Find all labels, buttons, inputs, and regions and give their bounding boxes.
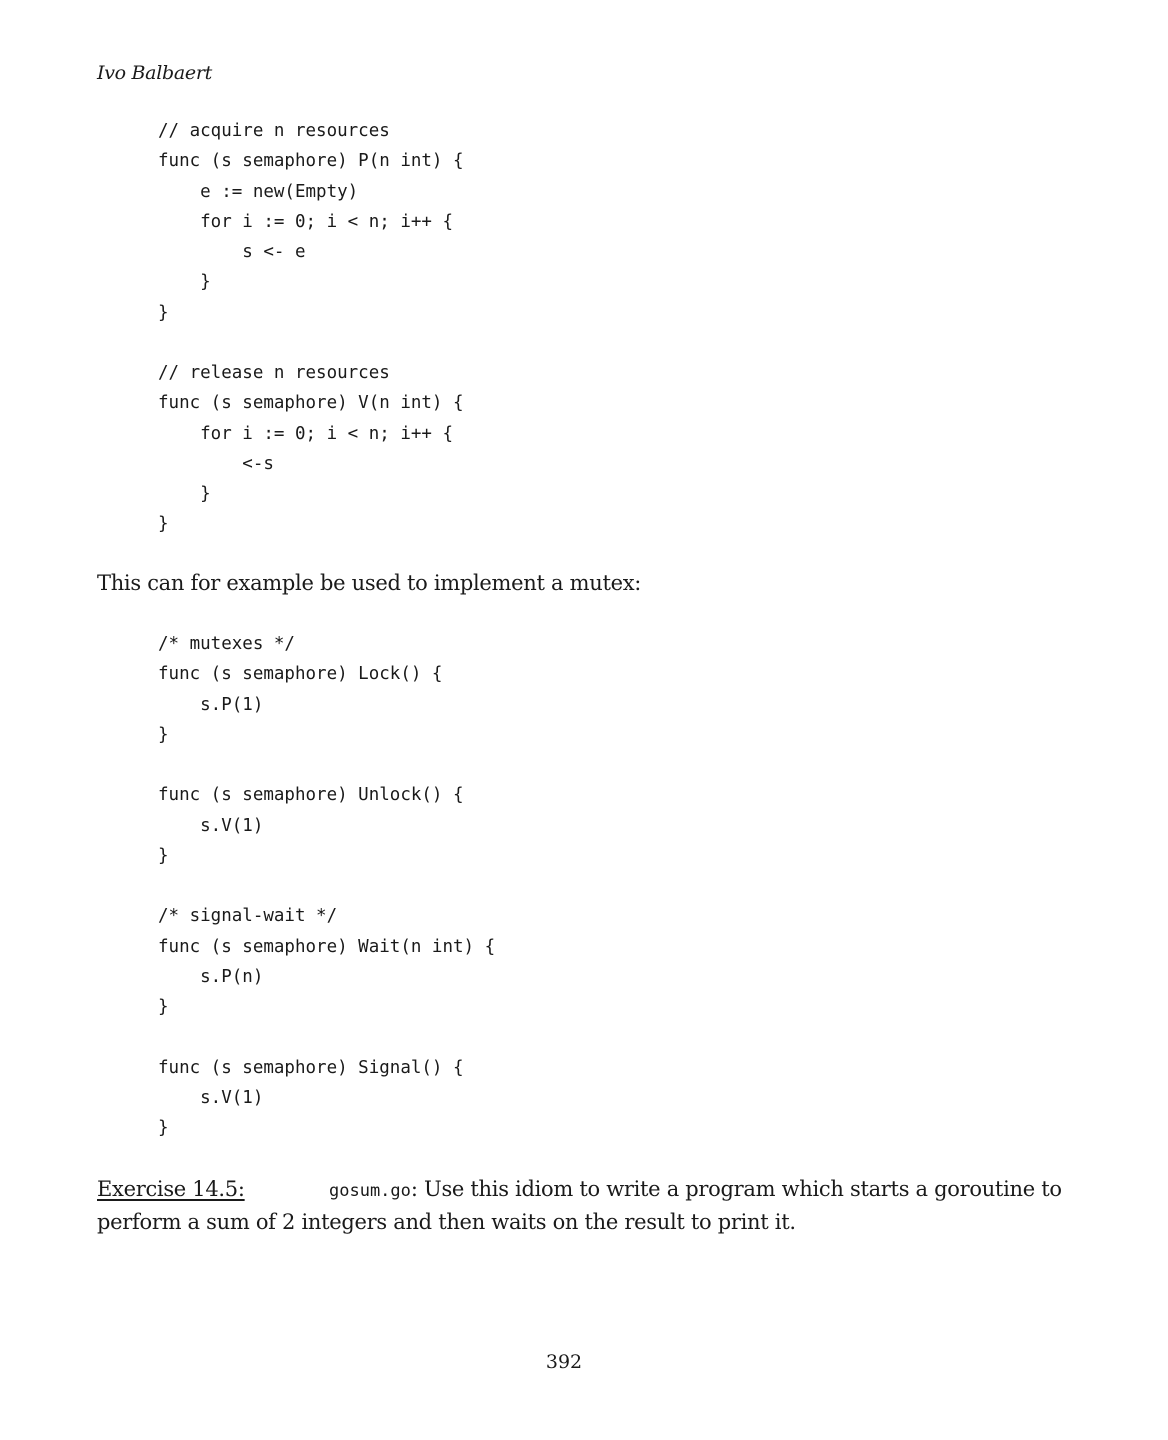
code-line: func (s semaphore) V(n int) { [158,393,464,414]
intro-paragraph: This can for example be used to implement a mutex: [97,571,642,595]
code-line: s.V(1) [158,815,264,836]
code-line: func (s semaphore) Unlock() { [158,785,464,806]
page-number: 392 [545,1351,583,1373]
code-line: /* signal-wait */ [158,906,338,927]
code-line: <-s [158,453,274,474]
code-block-mutex-signal-wait [158,629,495,1143]
code-line: s.V(1) [158,1087,264,1108]
code-line: } [158,1118,169,1138]
code-line: func (s semaphore) Wait(n int) { [158,936,496,957]
exercise-paragraph [97,1174,1072,1238]
code-line: } [158,484,211,504]
code-line: /* mutexes */ [158,634,295,654]
code-line: } [158,302,169,323]
code-line: } [158,997,169,1017]
running-header-author: Ivo Balbaert [97,62,212,84]
code-line: } [158,845,169,866]
exercise-text: : Use this idiom to write a program which starts a goroutine to perform a sum of 2 integers and then waits on the result to print it. [97,1177,1062,1234]
code-line: } [158,514,169,535]
code-block-semaphore-acquire-release [158,116,464,540]
code-line: s.P(n) [158,966,264,987]
code-line: } [158,272,211,293]
code-line: // acquire n resources [158,121,390,141]
code-line: s <- e [158,242,306,262]
exercise-label: Exercise 14.5: [97,1177,245,1201]
exercise-filename: gosum.go [329,1181,411,1201]
code-line: func (s semaphore) P(n int) { [158,151,464,172]
code-line: s.P(1) [158,694,264,715]
code-line: e := new(Empty) [158,181,359,202]
code-line: } [158,724,169,745]
code-line: for i := 0; i < n; i++ { [158,423,454,444]
code-line: for i := 0; i < n; i++ { [158,211,454,232]
code-line: // release n resources [158,363,390,383]
code-line: func (s semaphore) Signal() { [158,1057,464,1078]
code-line: func (s semaphore) Lock() { [158,664,443,685]
